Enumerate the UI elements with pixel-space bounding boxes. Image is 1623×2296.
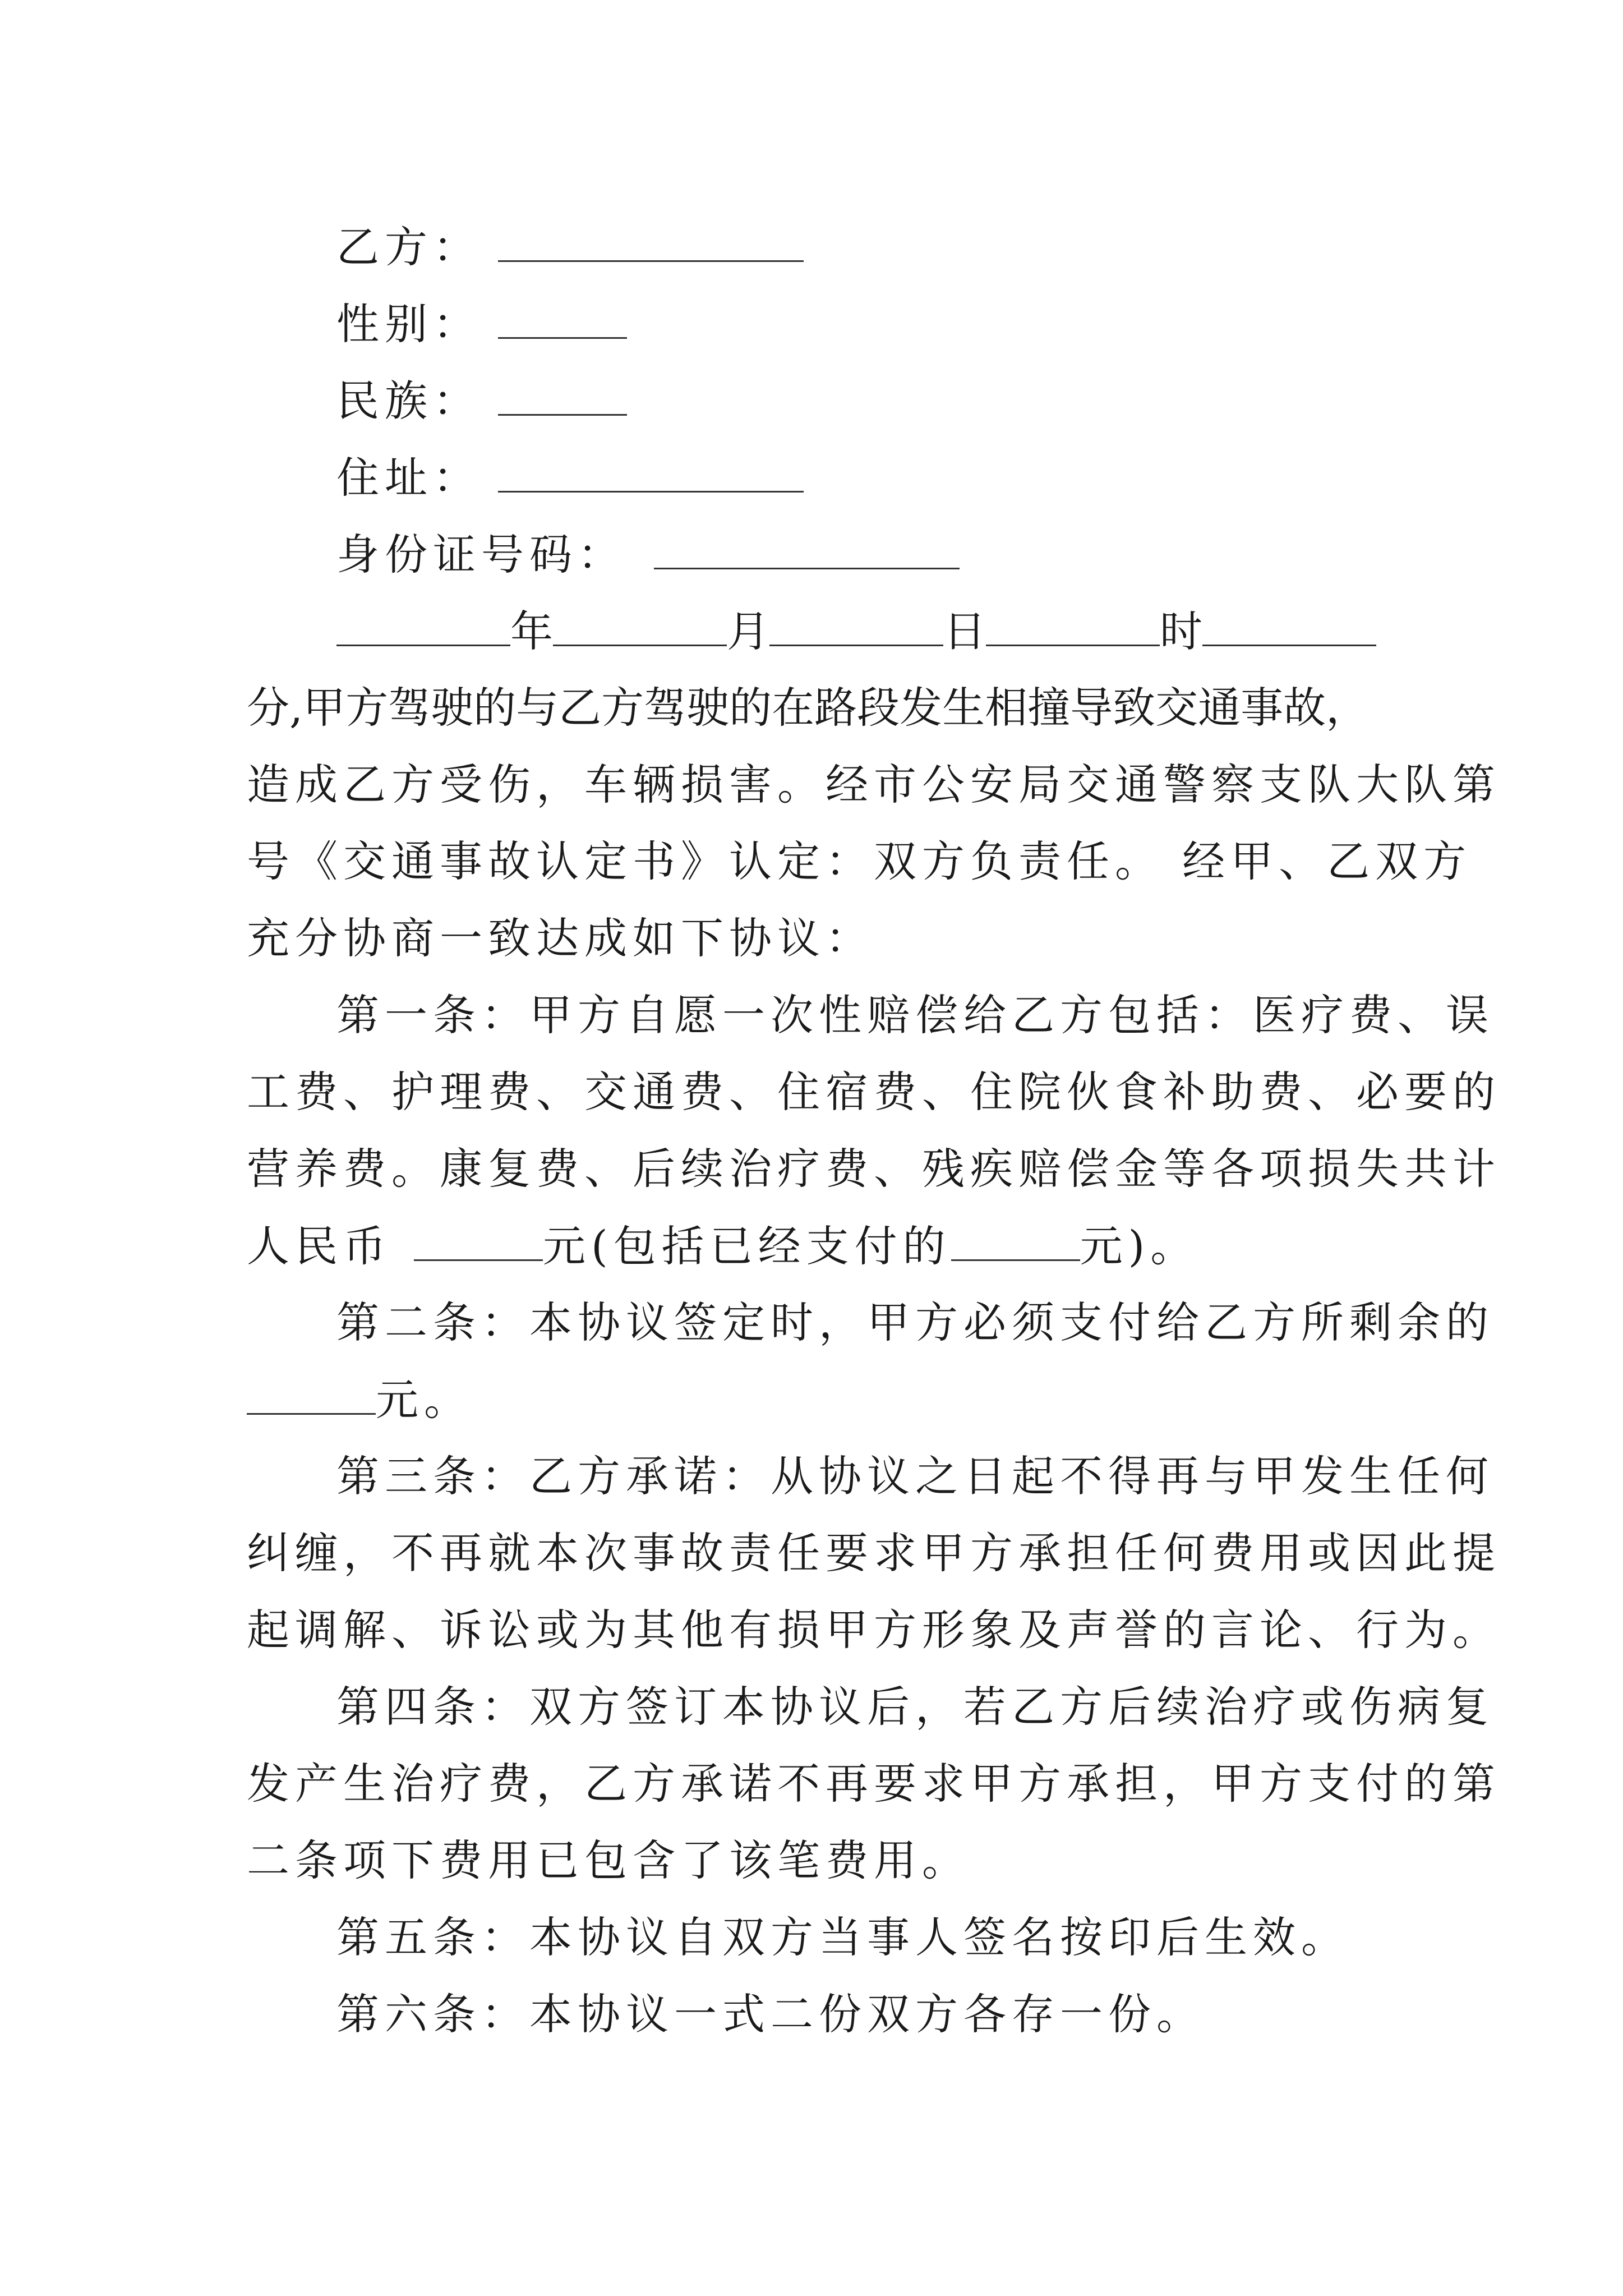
day-label: 日 <box>943 606 986 656</box>
party-b-field <box>336 219 804 275</box>
rmb-label: 人民币 <box>247 1221 391 1271</box>
yuan-label: 元)。 <box>1080 1221 1199 1271</box>
article-1-line: 第一条：甲方自愿一次性赔偿给乙方包括：医疗费、误 <box>336 990 1494 1040</box>
year-blank <box>336 603 510 646</box>
paragraph-line <box>247 680 1380 736</box>
party-b-blank <box>498 219 804 262</box>
gender-blank <box>498 296 627 339</box>
gender-field <box>336 296 627 352</box>
article-1-line: 工费、护理费、交通费、住宿费、住院伙食补助费、必要的 <box>247 1067 1501 1117</box>
remaining-amount-blank <box>247 1372 376 1415</box>
date-line <box>336 603 1376 659</box>
address-field <box>336 449 804 505</box>
paragraph-line: 造成乙方受伤，车辆损害。经市公安局交通警察支队大队第 <box>247 760 1501 809</box>
article-1-amount-line <box>247 1218 1198 1274</box>
article-1-line: 营养费。康复费、后续治疗费、残疾赔偿金等各项损失共计 <box>247 1144 1501 1194</box>
paragraph-line: 充分协商一致达成如下协议： <box>247 913 874 963</box>
paragraph-line: 号《交通事故认定书》认定：双方负责任。 经甲、乙双方 <box>247 836 1472 886</box>
article-3-line: 起调解、诉讼或为其他有损甲方形象及声誉的言论、行为。 <box>247 1605 1501 1655</box>
address-label: 住址： <box>336 453 481 503</box>
article-2-amount-line <box>247 1372 472 1428</box>
article-4-line: 发产生治疗费，乙方承诺不再要求甲方承担，甲方支付的第 <box>247 1759 1501 1809</box>
id-number-blank <box>654 526 960 569</box>
article-4-line: 第四条：双方签订本协议后，若乙方后续治疗或伤病复 <box>336 1682 1494 1732</box>
paid-label: 元(包括已经支付的 <box>543 1221 951 1271</box>
day-blank <box>769 603 943 646</box>
year-label: 年 <box>510 606 553 656</box>
month-blank <box>553 603 727 646</box>
ethnicity-label: 民族： <box>336 376 481 426</box>
article-6-line: 第六条：本协议一式二份双方各存一份。 <box>336 1989 1205 2039</box>
article-3-line: 第三条：乙方承诺：从协议之日起不得再与甲发生任何 <box>336 1451 1494 1501</box>
minute-blank <box>1202 603 1376 646</box>
party-b-label: 乙方： <box>336 222 481 272</box>
month-label: 月 <box>727 606 769 656</box>
gender-label: 性别： <box>336 299 481 349</box>
hour-blank <box>986 603 1160 646</box>
article-5-line: 第五条：本协议自双方当事人签名按印后生效。 <box>336 1912 1349 1962</box>
article-4-line: 二条项下费用已包含了该笔费用。 <box>247 1835 970 1885</box>
total-amount-blank <box>414 1218 543 1261</box>
paid-amount-blank <box>951 1218 1080 1261</box>
address-blank <box>498 449 804 493</box>
ethnicity-field <box>336 372 627 429</box>
ethnicity-blank <box>498 372 627 416</box>
article-2-line: 第二条：本协议签定时，甲方必须支付给乙方所剩余的 <box>336 1297 1494 1347</box>
article-3-line: 纠缠，不再就本次事故责任要求甲方承担任何费用或因此提 <box>247 1528 1501 1578</box>
hour-label: 时 <box>1160 606 1202 656</box>
text-line: 分,甲方驾驶的与乙方驾驶的在路段发生相撞导致交通事故， <box>247 683 1369 733</box>
yuan-label: 元。 <box>376 1375 472 1425</box>
id-number-label: 身份证号码： <box>336 530 626 579</box>
id-number-field <box>336 526 960 582</box>
